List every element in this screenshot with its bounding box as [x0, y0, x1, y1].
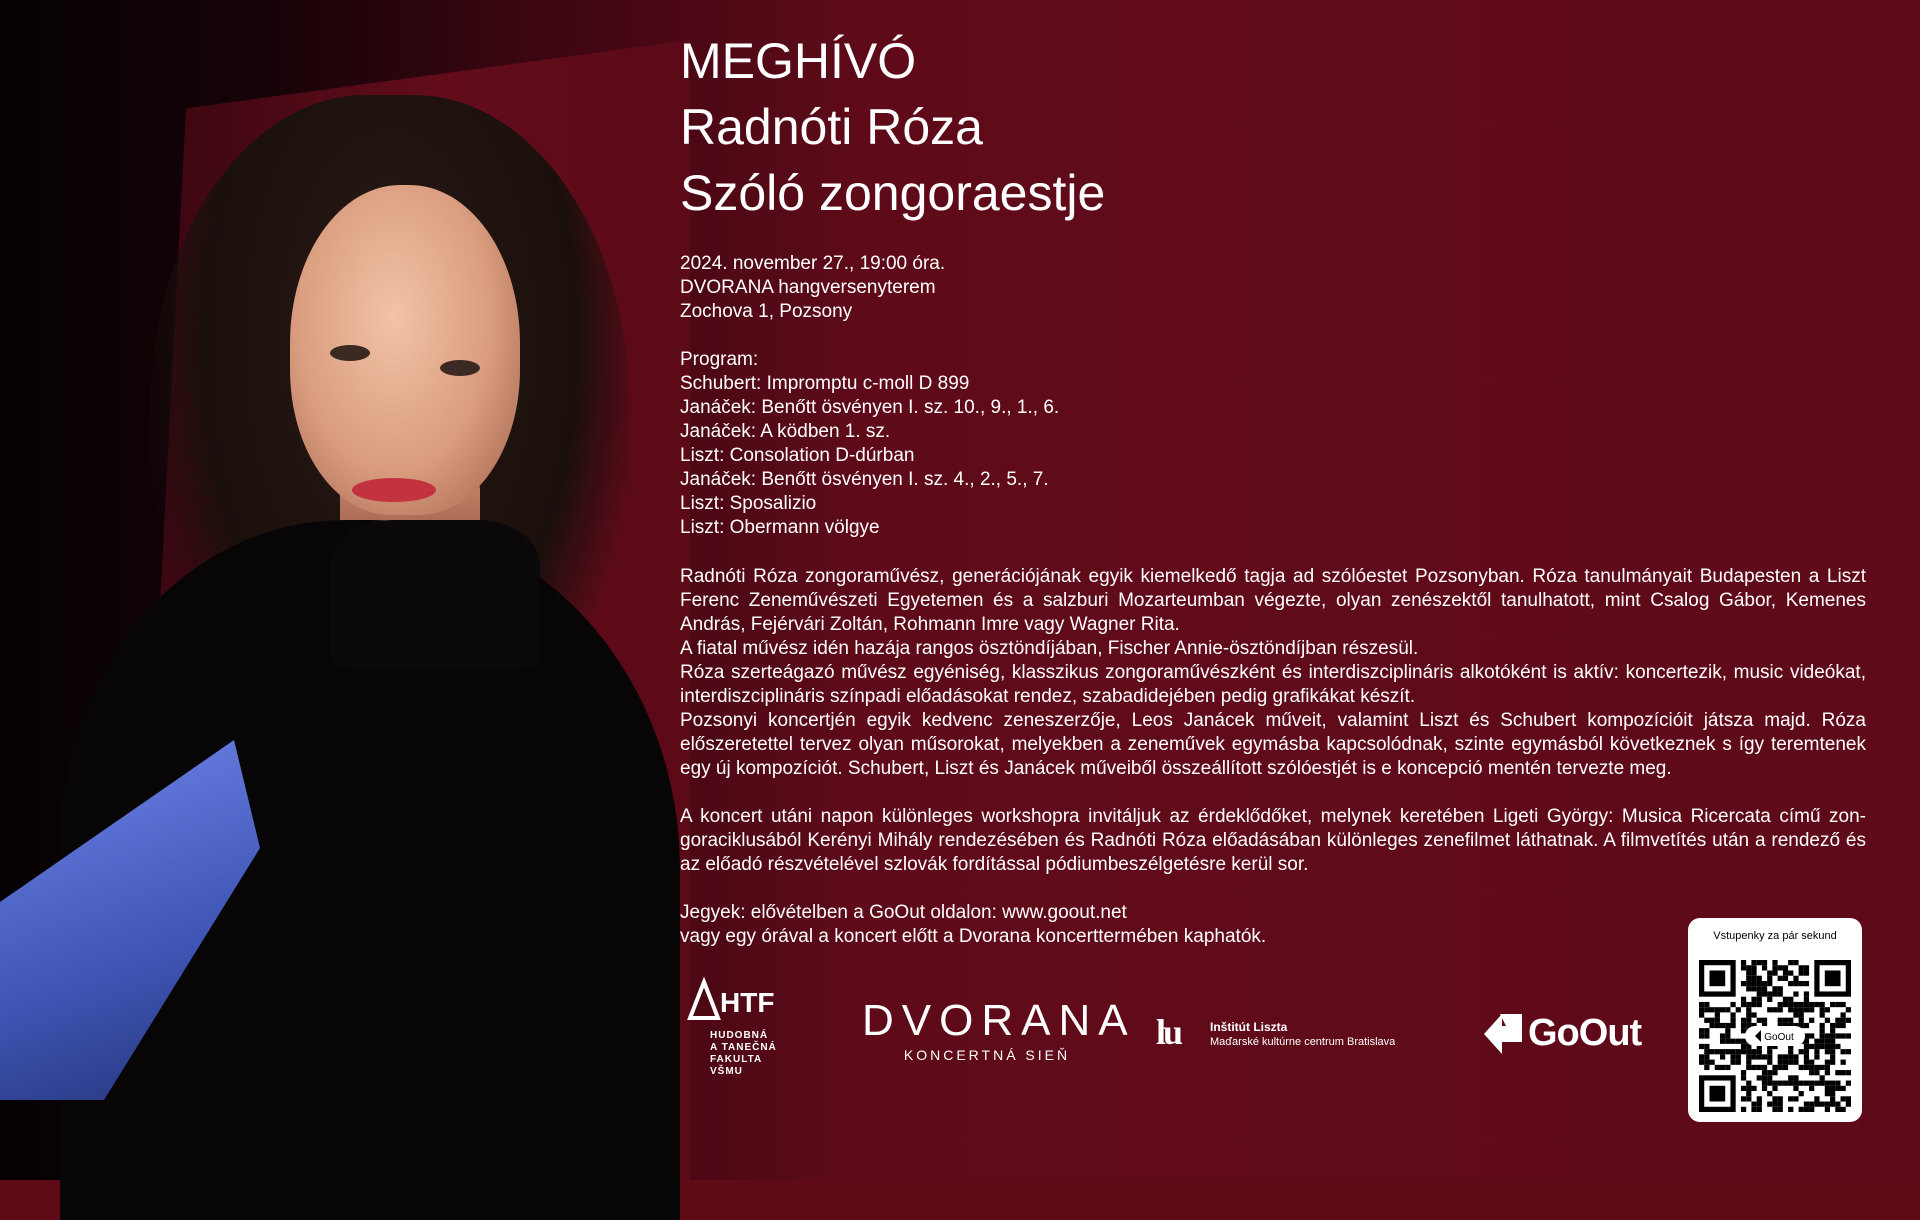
- program-list: [680, 348, 1059, 540]
- face: [290, 185, 520, 515]
- bio-paragraph: Radnóti Róza zongoraművész, generációjának egyik kiemelkedő tagja ad szólóestet Pozsonyban. Róza tanulmányait Budapesten a Liszt Ferenc Zeneművészeti Egyetemen és a salzburi Mozarteumban végezte, olyan zenészektől tanulhatott, mint Csalog Gábor, Kemenes András, Fejérvári Zoltán, Rohmann Imre vagy Wagner Rita.: [680, 566, 1866, 635]
- program-item: Janáček: Benőtt ösvényen I. sz. 4., 2., 5., 7.: [680, 469, 1049, 490]
- dvorana-name: DVORANA: [862, 996, 1136, 1045]
- institut-liszta-logo: [1156, 1012, 1426, 1052]
- htf-mark-text: HTF: [720, 987, 775, 1018]
- goout-logo: [1482, 1010, 1652, 1056]
- qr-finder-square: [1709, 1086, 1725, 1102]
- ticket-line-boxoffice: vagy egy órával a koncert előtt a Dvorana koncerttermében kaphatók.: [680, 926, 1267, 947]
- dvorana-logo: [862, 996, 1136, 1064]
- htf-mark-icon: [684, 980, 775, 1020]
- program-item: Liszt: Obermann völgye: [680, 517, 880, 538]
- ticket-line-online[interactable]: Jegyek: elővételben a GoOut oldalon: www.goout.net: [680, 902, 1127, 923]
- qr-code[interactable]: [1699, 960, 1851, 1112]
- turtleneck-collar: [330, 520, 540, 670]
- htf-line: HUDOBNÁ: [710, 1030, 769, 1041]
- htf-subtitle: [710, 1030, 777, 1078]
- liszt-name: Inštitút Liszta: [1210, 1020, 1288, 1034]
- event-date-time: 2024. november 27., 19:00 óra.: [680, 253, 946, 274]
- qr-finder-square: [1709, 970, 1725, 986]
- workshop-text: A koncert utáni napon különleges workshopra invitáljuk az érdeklődőket, melynek keretében Ligeti György: Musica Ricercata című zongoraciklusából Kerényi Mihály rendezésében és Radnóti Róza előadásában különleges zenefilmet láthatnak. A filmvetítés után a rendező és az előadó részvételével szlovák fordítással pódiumbeszélgetésre kerül sor.: [680, 806, 1866, 875]
- htf-line: VŠMU: [710, 1066, 743, 1077]
- title-artist: Radnóti Róza: [680, 99, 983, 155]
- right-eye: [440, 360, 480, 376]
- event-info: [680, 252, 945, 324]
- program-item: Schubert: Impromptu c-moll D 899: [680, 373, 970, 394]
- liszt-tagline: Maďarské kultúrne centrum Bratislava: [1210, 1036, 1396, 1048]
- qr-center-label: GoOut: [1764, 1032, 1794, 1043]
- artist-bio: [680, 565, 1866, 781]
- dvorana-subtitle: KONCERTNÁ SIEŇ: [903, 1047, 1071, 1063]
- left-eye: [330, 345, 370, 361]
- bio-paragraph: Róza szerteágazó művész egyéniség, klasszikus zongoraművészként és interdiszciplináris alkotóként is aktív: koncertezik, music videókat, interdiszciplináris színpadi előadásokat rendez, szabadidejében pedig grafikákat készít.: [680, 662, 1866, 707]
- program-item: Liszt: Consolation D-dúrban: [680, 445, 915, 466]
- title-event: Szóló zongoraestje: [680, 165, 1106, 221]
- htf-line: FAKULTA: [710, 1054, 763, 1065]
- event-venue: DVORANA hangversenyterem: [680, 277, 936, 298]
- title-invitation: MEGHÍVÓ: [680, 33, 917, 89]
- htf-line: A TANEČNÁ: [710, 1042, 777, 1053]
- bio-paragraph: Pozsonyi koncertjén egyik kedvenc zeneszerzője, Leos Janácek műveit, valamint Liszt és Schubert kompozícióit játsza majd. Róza előszeretettel tervez olyan műsorokat, melyekben a zeneművek egymásba kapcsolódnak, szinte egymásból következnek s így teremtenek egy új kompozíciót. Schubert, Liszt és Janácek műveiből összeállított szólóestjét is e koncepció mentén tervezte meg.: [680, 710, 1866, 779]
- bio-paragraph: A fiatal művész idén hazája rangos ösztöndíjában, Fischer Annie-ösztöndíjban részesül.: [680, 638, 1419, 659]
- program-item: Janáček: A ködben 1. sz.: [680, 421, 891, 442]
- goout-wordmark: GoOut: [1528, 1012, 1642, 1054]
- page-title: [680, 28, 1105, 226]
- ticket-qr-card[interactable]: [1688, 918, 1862, 1122]
- program-heading: Program:: [680, 349, 759, 370]
- goout-arrow-icon: [1482, 1012, 1526, 1056]
- liszt-mark-icon: lu: [1156, 1012, 1181, 1052]
- ticket-info: [680, 901, 1266, 949]
- lips: [352, 478, 436, 502]
- qr-finder-square: [1825, 970, 1841, 986]
- program-item: Janáček: Benőtt ösvényen I. sz. 10., 9., 1., 6.: [680, 397, 1060, 418]
- program-item: Liszt: Sposalizio: [680, 493, 817, 514]
- qr-caption: Vstupenky za pár sekund: [1713, 930, 1837, 942]
- event-address: Zochova 1, Pozsony: [680, 301, 853, 322]
- htf-vsmu-logo: [684, 980, 794, 1084]
